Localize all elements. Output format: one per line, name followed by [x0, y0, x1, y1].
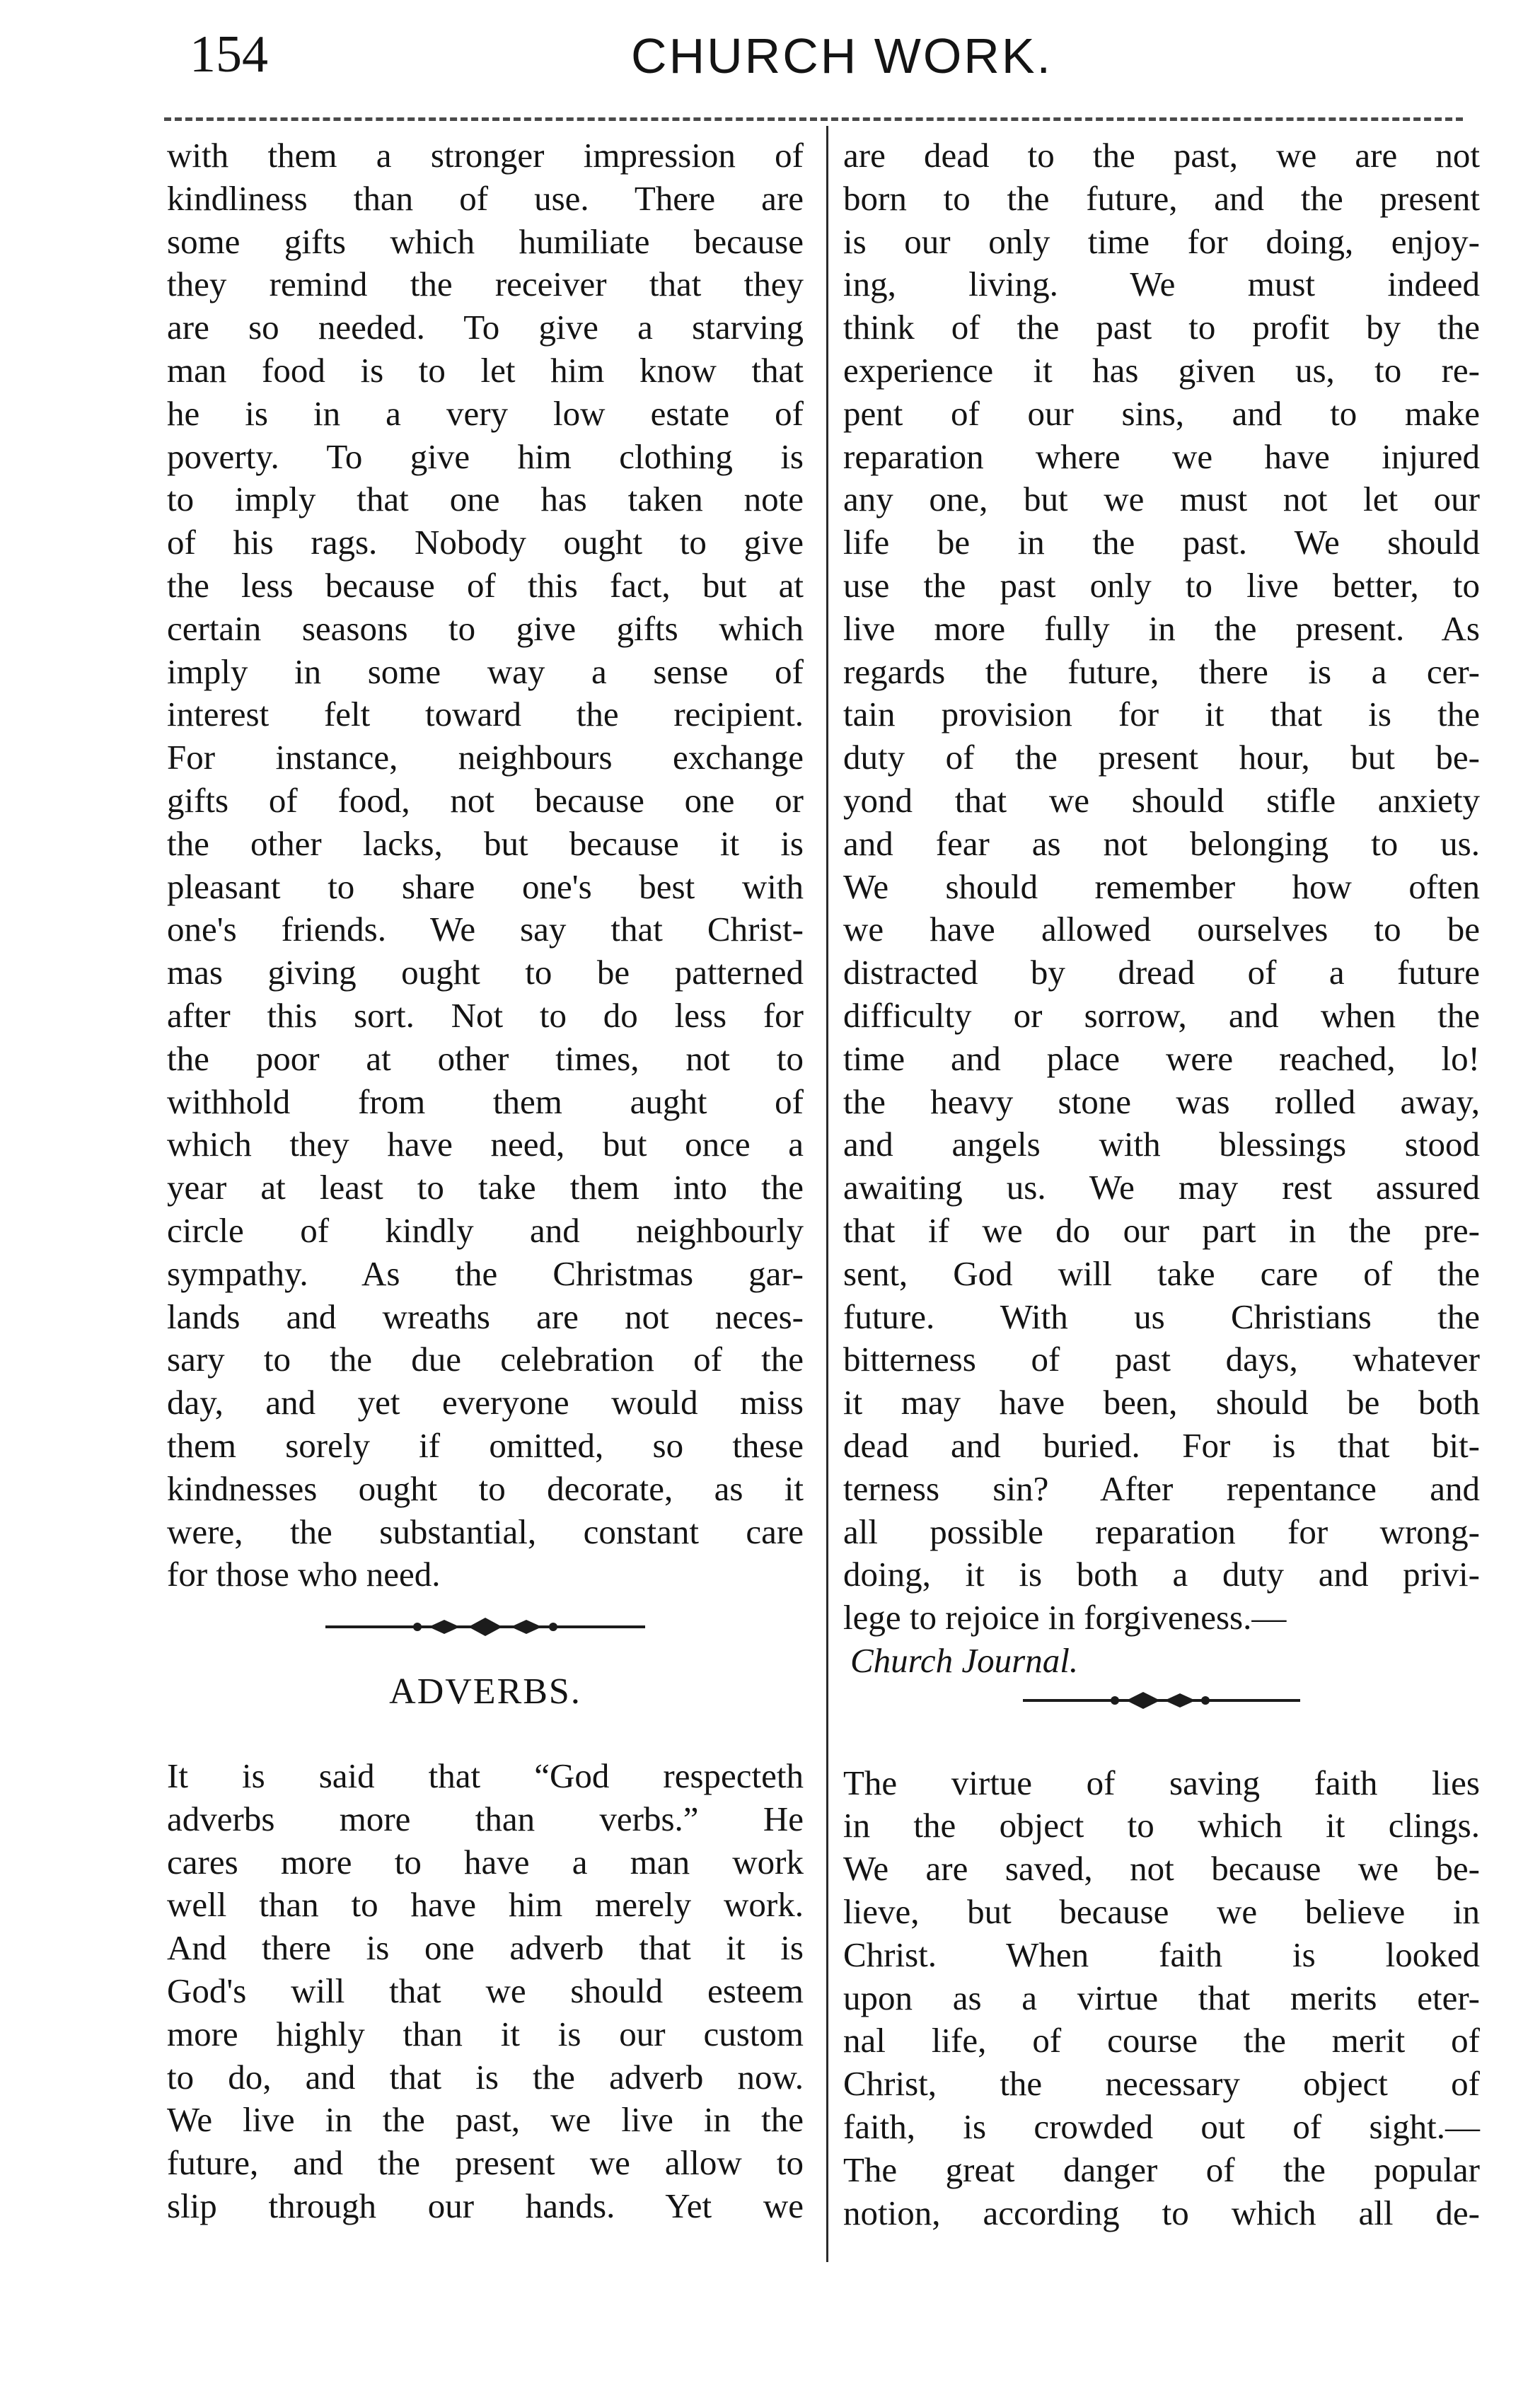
text-line: sympathy. As the Christmas gar- [167, 1253, 804, 1293]
text-line: year at least to take them into the [167, 1168, 804, 1207]
text-line: day, and yet everyone would miss [167, 1383, 804, 1422]
text-line: with them a stronger impression of [167, 136, 804, 175]
text-line: the other lacks, but because it is [167, 823, 804, 863]
text-line: the less because of this fact, but at [167, 565, 804, 605]
text-line: God's will that we should esteem [167, 1971, 804, 2011]
text-line: duty of the present hour, but be- [843, 738, 1480, 777]
text-line: We live in the past, we live in the [167, 2100, 804, 2140]
text-line: and angels with blessings stood [843, 1125, 1480, 1164]
text-line: it may have been, should be both [843, 1383, 1480, 1422]
text-line: born to the future, and the present [843, 178, 1480, 218]
header-rule [164, 117, 1463, 121]
text-line: Christ, the necessary object of [843, 2064, 1480, 2104]
text-line: them sorely if omitted, so these [167, 1425, 804, 1465]
text-line: more highly than it is our custom [167, 2014, 804, 2053]
text-line: some gifts which humiliate because [167, 221, 804, 261]
text-line: lege to rejoice in forgiveness.— [843, 1598, 1287, 1637]
text-line: which they have need, but once a [167, 1125, 804, 1164]
text-line: is our only time for doing, enjoy- [843, 221, 1480, 261]
text-line: For instance, neighbours exchange [167, 738, 804, 777]
text-line: and fear as not belonging to us. [843, 823, 1480, 863]
text-line: sary to the due celebration of the [167, 1340, 804, 1379]
text-line: that if we do our part in the pre- [843, 1210, 1480, 1250]
text-line: are so needed. To give a starving [167, 308, 804, 347]
text-line: lieve, but because we believe in [843, 1892, 1480, 1932]
text-line: slip through our hands. Yet we [167, 2186, 804, 2226]
text-line: faith, is crowded out of sight.— [843, 2107, 1480, 2147]
text-line: pent of our sins, and to make [843, 393, 1480, 433]
text-line: man food is to let him know that [167, 350, 804, 390]
text-line: gifts of food, not because one or [167, 780, 804, 820]
text-line: reparation where we have injured [843, 436, 1480, 476]
text-line: kindliness than of use. There are [167, 178, 804, 218]
text-line: doing, it is both a duty and privi- [843, 1555, 1480, 1594]
text-line: lands and wreaths are not neces- [167, 1297, 804, 1336]
text-line: time and place were reached, lo! [843, 1038, 1480, 1078]
text-line: experience it has given us, to re- [843, 350, 1480, 390]
text-line: we have allowed ourselves to be [843, 910, 1480, 949]
text-line: sent, God will take care of the [843, 1253, 1480, 1293]
section-gap [843, 1712, 1480, 1762]
text-line: think of the past to profit by the [843, 308, 1480, 347]
text-line: upon as a virtue that merits eter- [843, 1978, 1480, 2017]
text-line: he is in a very low estate of [167, 393, 804, 433]
text-line: live more fully in the present. As [843, 608, 1480, 648]
adverbs-continuation-paragraph [843, 134, 1480, 1683]
text-line: of his rags. Nobody ought to give [167, 523, 804, 562]
text-line: The virtue of saving faith lies [843, 1763, 1480, 1802]
article-title: ADVERBS. [389, 1671, 581, 1712]
text-line: cares more to have a man work [167, 1842, 804, 1882]
text-line: one's friends. We say that Christ- [167, 910, 804, 949]
text-line: regards the future, there is a cer- [843, 651, 1480, 691]
text-line: poverty. To give him clothing is [167, 436, 804, 476]
text-line: Christ. When faith is looked [843, 1935, 1480, 1974]
text-line: to do, and that is the adverb now. [167, 2057, 804, 2097]
left-column [167, 134, 804, 2228]
text-line: yond that we should stifle anxiety [843, 780, 1480, 820]
text-line: for those who need. [167, 1555, 441, 1594]
text-line: use the past only to live better, to [843, 565, 1480, 605]
text-line: terness sin? After repentance and [843, 1468, 1480, 1508]
saving-faith-paragraph [843, 1762, 1480, 2235]
section-ornament [1020, 1688, 1303, 1712]
text-line: It is said that “God respecteth [167, 1756, 804, 1796]
source-attribution: Church Journal. [850, 1640, 1079, 1680]
text-line: notion, according to which all de- [843, 2193, 1480, 2232]
text-line: after this sort. Not to do less for [167, 995, 804, 1035]
running-head-title: CHURCH WORK. [631, 28, 1053, 83]
text-line: difficulty or sorrow, and when the [843, 995, 1480, 1035]
text-line: And there is one adverb that it is [167, 1928, 804, 1968]
text-line: kindnesses ought to decorate, as it [167, 1468, 804, 1508]
text-line: future, and the present we allow to [167, 2143, 804, 2183]
right-column [843, 134, 1480, 2234]
text-line: The great danger of the popular [843, 2150, 1480, 2189]
page-number: 154 [190, 25, 268, 83]
text-line: life be in the past. We should [843, 523, 1480, 562]
text-line: well than to have him merely work. [167, 1885, 804, 1925]
text-line: to imply that one has taken note [167, 480, 804, 519]
text-line: We are saved, not because we be- [843, 1849, 1480, 1889]
text-line: any one, but we must not let our [843, 480, 1480, 519]
adverbs-paragraph [167, 1755, 804, 2228]
text-line: they remind the receiver that they [167, 265, 804, 304]
text-line: ing, living. We must indeed [843, 265, 1480, 304]
text-line: dead and buried. For is that bit- [843, 1425, 1480, 1465]
text-line: nal life, of course the merit of [843, 2021, 1480, 2060]
text-line: certain seasons to give gifts which [167, 608, 804, 648]
text-line: We should remember how often [843, 866, 1480, 906]
text-line: withhold from them aught of [167, 1082, 804, 1121]
text-line: imply in some way a sense of [167, 651, 804, 691]
text-line: are dead to the past, we are not [843, 136, 1480, 175]
column-divider [826, 126, 828, 2262]
text-line: circle of kindly and neighbourly [167, 1210, 804, 1250]
text-line: all possible reparation for wrong- [843, 1512, 1480, 1551]
gift-giving-paragraph [167, 134, 804, 1596]
text-line: awaiting us. We may rest assured [843, 1168, 1480, 1207]
text-line: were, the substantial, constant care [167, 1512, 804, 1551]
text-line: tain provision for it that is the [843, 695, 1480, 734]
text-line: in the object to which it clings. [843, 1806, 1480, 1845]
text-line: pleasant to share one's best with [167, 866, 804, 906]
text-line: the poor at other times, not to [167, 1038, 804, 1078]
text-line: adverbs more than verbs.” He [167, 1799, 804, 1838]
text-line: interest felt toward the recipient. [167, 695, 804, 734]
text-line: bitterness of past days, whatever [843, 1340, 1480, 1379]
text-line: future. With us Christians the [843, 1297, 1480, 1336]
text-line: the heavy stone was rolled away, [843, 1082, 1480, 1121]
text-line: distracted by dread of a future [843, 953, 1480, 992]
text-line: mas giving ought to be patterned [167, 953, 804, 992]
section-ornament [323, 1615, 648, 1639]
